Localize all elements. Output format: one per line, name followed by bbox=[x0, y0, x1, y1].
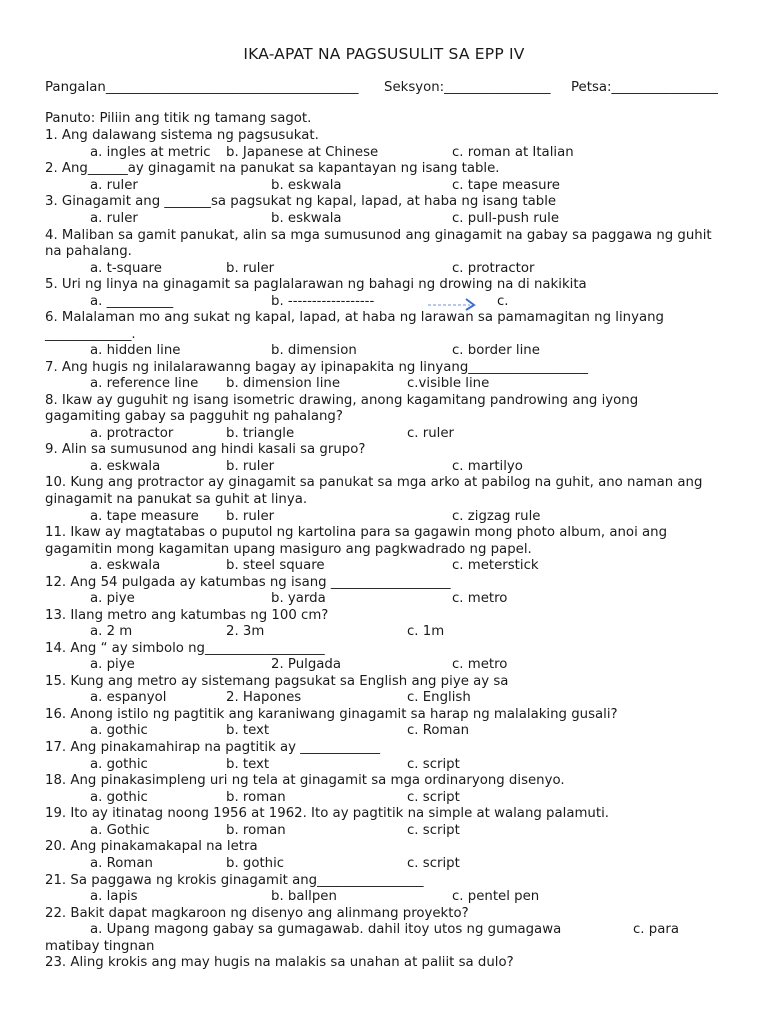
q4-option-a: a. t-square bbox=[90, 261, 162, 276]
q18-option-c: c. script bbox=[407, 790, 460, 805]
q15-option-b: 2. Hapones bbox=[226, 690, 302, 705]
question-19: 19. Ito ay itinatag noong 1956 at 1962. Ito ay pagtitik na simple at walang palamuti. bbox=[45, 806, 609, 821]
question-6-cont: _____________. bbox=[45, 327, 136, 342]
question-4: 4. Maliban sa gamit panukat, alin sa mga sumusunod ang ginagamit na gabay sa paggawa ng guhit bbox=[45, 228, 712, 243]
q9-option-a: a. eskwala bbox=[90, 459, 161, 474]
question-12: 12. Ang 54 pulgada ay katumbas ng isang __________________ bbox=[45, 575, 451, 590]
q2-option-b: b. eskwala bbox=[271, 178, 342, 193]
q21-option-b: b. ballpen bbox=[271, 889, 337, 904]
q11-option-b: b. steel square bbox=[226, 558, 325, 573]
name-field[interactable]: Pangalan______________________________________ bbox=[45, 80, 359, 95]
question-7: 7. Ang hugis ng inilalarawanng bagay ay ipinapakita ng linyang__________________ bbox=[45, 360, 588, 375]
q6-option-c: c. border line bbox=[452, 343, 540, 358]
q10-option-a: a. tape measure bbox=[90, 509, 199, 524]
question-8: 8. Ikaw ay guguhit ng isang isometric drawing, anong kagamitang pandrowing ang iyong bbox=[45, 393, 639, 408]
q15-option-c: c. English bbox=[407, 690, 471, 705]
question-2: 2. Ang______ay ginagamit na panukat sa kapantayan ng isang table. bbox=[45, 161, 500, 176]
question-10: 10. Kung ang protractor ay ginagamit sa panukat sa mga arko at pabilog na guhit, ano naman ang bbox=[45, 475, 703, 490]
q5-option-a: a. __________ bbox=[90, 294, 174, 309]
section-field[interactable]: Seksyon:________________ bbox=[384, 80, 551, 95]
question-6: 6. Malalaman mo ang sukat ng kapal, lapad, at haba ng larawan sa pamamagitan ng linyang bbox=[45, 310, 664, 325]
question-20: 20. Ang pinakamakapal na letra bbox=[45, 839, 258, 854]
question-1: 1. Ang dalawang sistema ng pagsusukat. bbox=[45, 128, 319, 143]
q12-option-b: b. yarda bbox=[271, 591, 326, 606]
q2-option-a: a. ruler bbox=[90, 178, 138, 193]
q22-option-c: c. para bbox=[633, 922, 679, 937]
q1-option-b: b. Japanese at Chinese bbox=[226, 145, 379, 160]
q21-option-a: a. lapis bbox=[90, 889, 138, 904]
q21-option-c: c. pentel pen bbox=[452, 889, 540, 904]
q11-option-c: c. meterstick bbox=[452, 558, 539, 573]
q12-option-c: c. metro bbox=[452, 591, 508, 606]
q4-option-c: c. protractor bbox=[452, 261, 535, 276]
q7-option-a: a. reference line bbox=[90, 376, 199, 391]
q18-option-b: b. roman bbox=[226, 790, 286, 805]
q2-option-c: c. tape measure bbox=[452, 178, 560, 193]
question-10-cont: ginagamit na panukat sa guhit at linya. bbox=[45, 492, 308, 507]
q20-option-c: c. script bbox=[407, 856, 460, 871]
question-15: 15. Kung ang metro ay sistemang pagsukat sa English ang piye ay sa bbox=[45, 674, 509, 689]
arrow-line-icon bbox=[428, 297, 480, 311]
q11-option-a: a. eskwala bbox=[90, 558, 161, 573]
question-9: 9. Alin sa sumusunod ang hindi kasali sa grupo? bbox=[45, 442, 366, 457]
q12-option-a: a. piye bbox=[90, 591, 135, 606]
q6-option-a: a. hidden line bbox=[90, 343, 181, 358]
question-14: 14. Ang “ ay simbolo ng__________________ bbox=[45, 641, 325, 656]
q3-option-c: c. pull-push rule bbox=[452, 211, 560, 226]
question-21: 21. Sa paggawa ng krokis ginagamit ang________________ bbox=[45, 873, 424, 888]
q7-option-b: b. dimension line bbox=[226, 376, 340, 391]
q16-option-b: b. text bbox=[226, 723, 270, 738]
page-title: IKA-APAT NA PAGSUSULIT SA EPP IV bbox=[243, 45, 525, 63]
q14-option-c: c. metro bbox=[452, 657, 508, 672]
question-8-cont: gagamiting gabay sa pagguhit ng pahalang? bbox=[45, 409, 343, 424]
q13-option-a: a. 2 m bbox=[90, 624, 133, 639]
question-13: 13. Ilang metro ang katumbas ng 100 cm? bbox=[45, 608, 329, 623]
q9-option-c: c. martilyo bbox=[452, 459, 523, 474]
question-17: 17. Ang pinakamahirap na pagtitik ay ____________ bbox=[45, 740, 380, 755]
q19-option-b: b. roman bbox=[226, 823, 286, 838]
q14-option-a: a. piye bbox=[90, 657, 135, 672]
q19-option-a: a. Gothic bbox=[90, 823, 150, 838]
q1-option-c: c. roman at Italian bbox=[452, 145, 574, 160]
q16-option-a: a. gothic bbox=[90, 723, 148, 738]
question-23: 23. Aling krokis ang may hugis na malakis sa unahan at paliit sa dulo? bbox=[45, 955, 514, 970]
q8-option-a: a. protractor bbox=[90, 426, 174, 441]
question-4-cont: na pahalang. bbox=[45, 244, 132, 259]
q18-option-a: a. gothic bbox=[90, 790, 148, 805]
q1-option-a: a. ingles at metric bbox=[90, 145, 211, 160]
q8-option-b: b. triangle bbox=[226, 426, 295, 441]
q3-option-a: a. ruler bbox=[90, 211, 138, 226]
q22-option-a: a. Upang magong gabay sa gumagawab. dahil itoy utos ng gumagawa bbox=[90, 922, 562, 937]
q5-option-b: b. ------------------ bbox=[271, 294, 375, 309]
q17-option-b: b. text bbox=[226, 757, 270, 772]
q4-option-b: b. ruler bbox=[226, 261, 275, 276]
q5-option-c: c. bbox=[497, 294, 509, 309]
q20-option-b: b. gothic bbox=[226, 856, 285, 871]
q16-option-c: c. Roman bbox=[407, 723, 470, 738]
question-11: 11. Ikaw ay magtatabas o puputol ng kartolina para sa gagawin mong photo album, anoi ang bbox=[45, 525, 668, 540]
question-18: 18. Ang pinakasimpleng uri ng tela at ginagamit sa mga ordinaryong disenyo. bbox=[45, 773, 565, 788]
q14-option-b: 2. Pulgada bbox=[271, 657, 341, 672]
question-5: 5. Uri ng linya na ginagamit sa paglalarawan ng bahagi ng drowing na di nakikita bbox=[45, 277, 587, 292]
question-22-cont: matibay tingnan bbox=[45, 939, 155, 954]
q9-option-b: b. ruler bbox=[226, 459, 275, 474]
question-3: 3. Ginagamit ang _______sa pagsukat ng kapal, lapad, at haba ng isang table bbox=[45, 194, 557, 209]
question-11-cont: gagamitin mong kagamitan upang masiguro ang pagkwadrado ng papel. bbox=[45, 542, 532, 557]
q17-option-a: a. gothic bbox=[90, 757, 148, 772]
q20-option-a: a. Roman bbox=[90, 856, 153, 871]
question-22: 22. Bakit dapat magkaroon ng disenyo ang alinmang proyekto? bbox=[45, 906, 469, 921]
q6-option-b: b. dimension bbox=[271, 343, 357, 358]
q13-option-c: c. 1m bbox=[407, 624, 445, 639]
q17-option-c: c. script bbox=[407, 757, 460, 772]
q10-option-c: c. zigzag rule bbox=[452, 509, 541, 524]
date-field[interactable]: Petsa:________________ bbox=[571, 80, 718, 95]
q13-option-b: 2. 3m bbox=[226, 624, 265, 639]
q7-option-c: c.visible line bbox=[407, 376, 490, 391]
q3-option-b: b. eskwala bbox=[271, 211, 342, 226]
q19-option-c: c. script bbox=[407, 823, 460, 838]
question-16: 16. Anong istilo ng pagtitik ang karaniwang ginagamit sa harap ng malalaking gusali? bbox=[45, 707, 618, 722]
q8-option-c: c. ruler bbox=[407, 426, 455, 441]
instructions: Panuto: Piliin ang titik ng tamang sagot. bbox=[45, 111, 312, 126]
q10-option-b: b. ruler bbox=[226, 509, 275, 524]
q15-option-a: a. espanyol bbox=[90, 690, 167, 705]
